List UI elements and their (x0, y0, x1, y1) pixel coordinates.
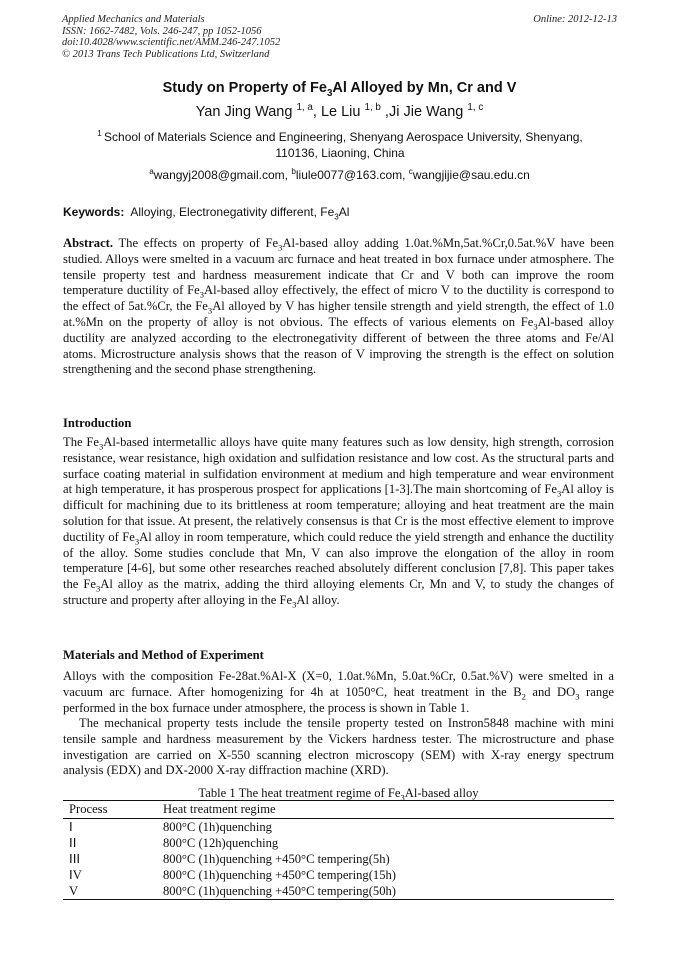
issn-line: ISSN: 1662-7482, Vols. 246-247, pp 1052-1056 (62, 25, 262, 37)
title-subscript: 3 (326, 87, 333, 99)
regime-cell: 800°C (1h)quenching +450°C tempering(50h) (157, 883, 614, 900)
intro-text: Al alloy as the matrix, adding the third alloying elements Cr, Mn and V, to study the changes of structure and property after alloying in the Fe (63, 577, 614, 607)
journal-header (62, 14, 617, 60)
regime-cell: 800°C (12h)quenching (163, 835, 279, 850)
intro-text: Al-based intermetallic alloys have quite many features such as low density, high strength, corrosion resistance, wear resistance, high oxidation and sulfidation resistance and low cost. As the structural parts and surface coating material in sulfidation environment at medium and high temperature and wear environment at high temperature, it has prosperous prospect for applications [1-3].The main shortcoming of Fe (63, 435, 614, 497)
intro-subscript: 3 (99, 441, 104, 452)
regime-cell: 800°C (1h)quenching +450°C tempering(15h) (163, 867, 396, 882)
affiliation (80, 130, 600, 161)
email-link[interactable]: liule0077@163.com (295, 168, 403, 182)
process-cell: ⅠⅠ (69, 836, 77, 850)
email-link[interactable]: wangyj2008@gmail.com (153, 168, 285, 182)
abstract-text: The effects on property of Fe (113, 236, 279, 250)
materials-subscript: 2 (521, 691, 526, 702)
materials-heading: Materials and Method of Experiment (63, 648, 264, 662)
email-separator: , (284, 168, 292, 182)
column-header-regime: Heat treatment regime (157, 801, 614, 819)
intro-text: The Fe (63, 435, 100, 449)
process-cell: Ⅰ (69, 820, 73, 834)
table-row (63, 867, 614, 883)
process-cell: ⅠⅠⅠ (69, 852, 81, 866)
author-separator: , (380, 104, 389, 120)
affiliation-text: School of Materials Science and Engineering, Shenyang Aerospace University, Shenyang, 110136, Liaoning, China (104, 130, 583, 160)
keywords-subscript: 3 (334, 212, 339, 222)
materials-paragraph-1 (63, 669, 614, 716)
email-link[interactable]: wangjijie@sau.edu.cn (412, 168, 530, 182)
abstract-paragraph (63, 236, 614, 378)
email-mark: a (149, 167, 154, 176)
keywords-text-end: Al (338, 205, 350, 219)
abstract-subscript: 3 (207, 305, 213, 316)
title-part: Study on Property of Fe (162, 80, 327, 96)
caption-subscript: 3 (400, 792, 405, 803)
table-row (63, 851, 614, 867)
email-mark: c (408, 167, 413, 176)
materials-text: range performed in the box furnace under atmosphere, the process is shown in Table 1. (63, 684, 614, 715)
email-mark: b (291, 167, 296, 176)
heat-treatment-table (63, 800, 614, 900)
author-affil-mark: 1, a (296, 102, 313, 114)
materials-text: Alloys with the composition Fe-28at.%Al-X (X=0, 1.0at.%Mn, 5.0at.%Cr, 0.5at.%V) were smelted in a vacuum arc furnace. After homogenizing for 4h at 1050°C, heat treatment in the B (63, 669, 614, 699)
process-cell: ⅠV (69, 868, 82, 882)
table-header-row (63, 801, 614, 819)
author-affil-mark: 1, c (467, 102, 484, 114)
table-row (63, 819, 614, 836)
author-affil-mark: 1, b (364, 102, 381, 114)
process-cell: V (63, 883, 157, 900)
paper-title (62, 80, 617, 99)
regime-cell: 800°C (1h)quenching (163, 819, 272, 834)
caption-text: Table 1 The heat treatment regime of Fe (198, 786, 401, 800)
abstract-text: Al alloyed by V has higher tensile strength and yield strength, the effect of 1.0 at.%Mn on the property of alloy is not obvious. The effects of various elements on Fe (63, 299, 615, 329)
intro-subscript: 3 (292, 599, 297, 610)
author-list (62, 104, 617, 120)
materials-paragraph-2: The mechanical property tests include the tensile property tested on Instron5848 machine with mini tensile sample and hardness measurement by the Vickers hardness tester. The microstructure and phase investigation are carried on X-550 scanning electron microscopy (SEM) with X-ray energy spectrum analysis (EDX) and DX-2000 X-ray diffraction machine (XRD). (63, 716, 614, 778)
introduction-paragraph (63, 435, 614, 609)
email-list (62, 168, 617, 182)
intro-text: Al alloy. (296, 592, 340, 607)
table-row (63, 835, 614, 851)
email-separator: , (402, 168, 409, 182)
abstract-label: Abstract. (63, 236, 114, 250)
intro-subscript: 3 (556, 488, 562, 499)
materials-text: and DO (525, 684, 576, 699)
materials-subscript: 3 (575, 691, 580, 702)
intro-subscript: 3 (134, 536, 140, 547)
caption-text: Al-based alloy (404, 786, 479, 800)
doi-line: doi:10.4028/www.scientific.net/AMM.246-247.1052 (62, 37, 281, 49)
intro-subscript: 3 (95, 583, 101, 594)
title-part: Al Alloyed by Mn, Cr and V (332, 80, 517, 96)
abstract-text: Al-based alloy ductility are analyzed according to the electronegativity different of between the three atoms and Fe/Al atoms. Microstructure analysis shows that the reason of V improving the strength is the effect on solution strengthening and the second phase strengthening. (63, 314, 615, 377)
introduction-heading: Introduction (63, 416, 132, 430)
copyright-line: © 2013 Trans Tech Publications Ltd, Switzerland (62, 48, 270, 60)
keywords-text: Alloying, Electronegativity different, Fe (124, 205, 335, 219)
author-name: Yan Jing Wang (195, 104, 297, 120)
column-header-process: Process (63, 801, 157, 819)
abstract-subscript: 3 (278, 242, 283, 253)
author-name: Ji Jie Wang (388, 104, 468, 120)
intro-text: Al alloy in room temperature, which could reduce the yield strength and enhance the ductility of the alloy. Some studies conclude that Mn, V can also improve the elongation of the alloy in room temperature [4-6], but some other researches reached absolutely different conclusion [7,8]. This paper takes the Fe (63, 529, 614, 592)
abstract-text: Al-based alloy adding 1.0at.%Mn,5at.%Cr,0.5at.%V have been studied. Alloys were smelted in a vacuum arc furnace and heat treated in box furnace under atmosphere. The tensile property test and hardness measurement indicate that Cr and V both can improve the room temperature ductility of Fe (63, 236, 615, 298)
keywords-label: Keywords: (63, 205, 125, 219)
intro-text: Al alloy is difficult for machining due to its brittleness at room temperature; alloying and heat treatment are the main solution for that issue. At present, the relatively consensus is that Cr is the most effective element to improve ductility of Fe (63, 482, 614, 544)
keywords (63, 205, 350, 222)
author-name: Le Liu (320, 104, 365, 120)
abstract-subscript: 3 (199, 289, 204, 300)
table-row (63, 883, 614, 900)
abstract-subscript: 3 (533, 321, 538, 332)
abstract-text: Al-based alloy effectively, the effect of micro V to the ductility is correspond to the effect of 5at.%Cr, the Fe (63, 283, 615, 314)
regime-cell: 800°C (1h)quenching +450°C tempering(5h) (163, 851, 390, 866)
online-date: Online: 2012-12-13 (533, 14, 617, 25)
table-caption (63, 786, 614, 801)
author-separator: , (312, 104, 321, 120)
affiliation-mark: 1 (97, 129, 105, 138)
journal-name: Applied Mechanics and Materials (62, 14, 205, 25)
